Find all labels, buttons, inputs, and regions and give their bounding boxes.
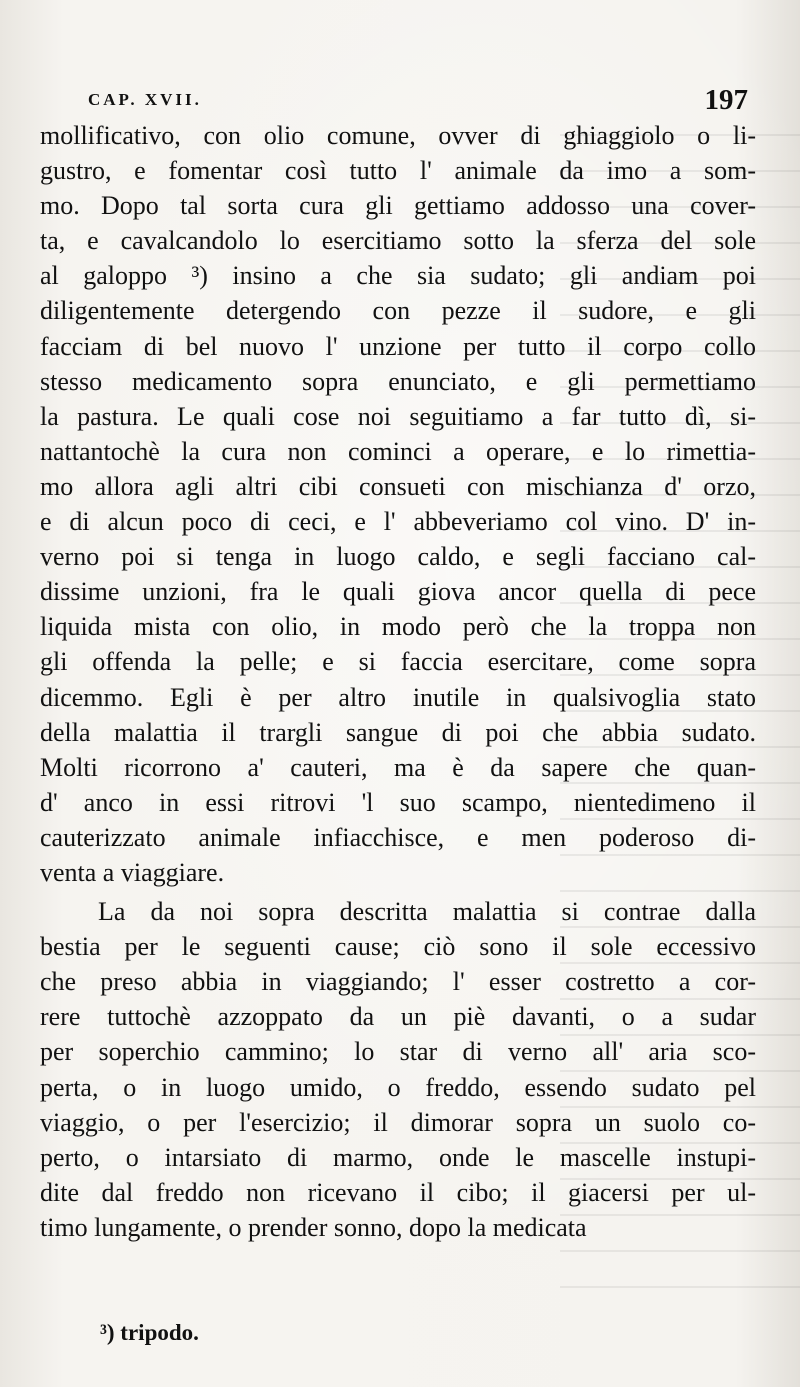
footnote: ³) tripodo. <box>100 1320 199 1345</box>
text-line: perta, o in luogo umido, o freddo, essendo sudato pel <box>40 1072 756 1102</box>
text-line: venta a viaggiare. <box>40 857 225 887</box>
text-line: perto, o intarsiato di marmo, onde le mascelle instupi- <box>40 1142 756 1172</box>
text-line: bestia per le seguenti cause; ciò sono il sole eccessivo <box>40 932 756 962</box>
text-line: Molti ricorrono a' cauteri, ma è da sapere che quan- <box>40 752 756 782</box>
text-line: cauterizzato animale infiacchisce, e men poderoso di- <box>40 822 756 852</box>
text-line: mo. Dopo tal sorta cura gli gettiamo addosso una cover- <box>40 191 756 221</box>
paragraph-2 <box>40 894 756 1245</box>
text-line: che preso abbia in viaggiando; l' esser costretto a cor- <box>40 967 756 997</box>
text-line: liquida mista con olio, in modo però che la troppa non <box>40 612 756 642</box>
body-text <box>40 118 756 1245</box>
text-line: mollificativo, con olio comune, ovver di ghiaggiolo o li- <box>40 121 756 150</box>
text-line: della malattia il trargli sangue di poi che abbia sudato. <box>40 717 756 747</box>
text-line: dissime unzioni, fra le quali giova ancor quella di pece <box>40 577 756 607</box>
page-number: 197 <box>704 84 748 116</box>
text-line: La da noi sopra descritta malattia si contrae dalla <box>98 897 756 927</box>
text-line: viaggio, o per l'esercizio; il dimorar sopra un suolo co- <box>40 1107 756 1137</box>
text-line: timo lungamente, o prender sonno, dopo la medicata <box>40 1212 587 1242</box>
text-line: facciam di bel nuovo l' unzione per tutto il corpo collo <box>40 331 756 361</box>
text-line: la pastura. Le quali cose noi seguitiamo a far tutto dì, si- <box>40 401 756 431</box>
text-line: per soperchio cammino; lo star di verno all' aria sco- <box>40 1037 756 1067</box>
text-line: verno poi si tenga in luogo caldo, e segli facciano cal- <box>40 542 756 572</box>
text-line: e di alcun poco di ceci, e l' abbeveriamo col vino. D' in- <box>40 507 756 537</box>
text-line: gustro, e fomentar così tutto l' animale da imo a som- <box>40 156 756 186</box>
text-line: diligentemente detergendo con pezze il sudore, e gli <box>40 296 756 326</box>
text-line: dicemmo. Egli è per altro inutile in qualsivoglia stato <box>40 682 756 712</box>
text-line: gli offenda la pelle; e si faccia esercitare, come sopra <box>40 647 756 677</box>
text-line: dite dal freddo non ricevano il cibo; il giacersi per ul- <box>40 1177 756 1207</box>
text-line: mo allora agli altri cibi consueti con mischianza d' orzo, <box>40 471 756 501</box>
text-line: d' anco in essi ritrovi 'l suo scampo, nientedimeno il <box>40 787 756 817</box>
text-line: rere tuttochè azzoppato da un piè davanti, o a sudar <box>40 1002 756 1032</box>
running-head: CAP. XVII. <box>88 90 202 109</box>
paragraph-1 <box>40 118 756 890</box>
text-line: nattantochè la cura non cominci a operare, e lo rimettia- <box>40 436 756 466</box>
text-line: ta, e cavalcandolo lo esercitiamo sotto la sferza del sole <box>40 226 756 256</box>
text-line: stesso medicamento sopra enunciato, e gli permettiamo <box>40 366 756 396</box>
text-line: al galoppo ³) insino a che sia sudato; gli andiam poi <box>40 261 756 291</box>
